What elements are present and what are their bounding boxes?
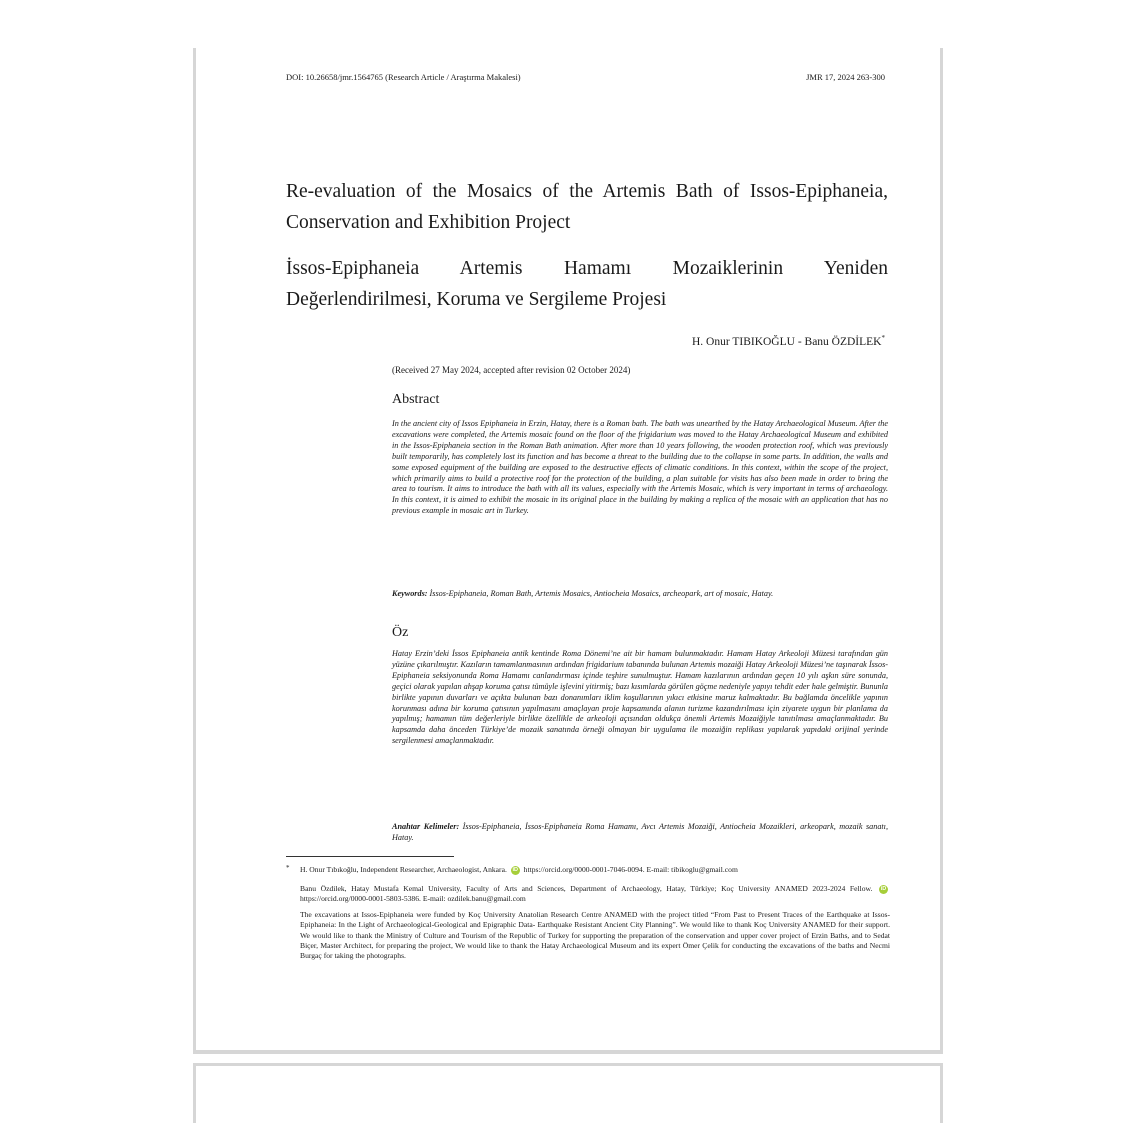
footnote-divider <box>286 856 454 857</box>
title-turkish: İssos-Epiphaneia Artemis Hamamı Mozaiklerinin Yeniden Değerlendirilmesi, Koruma ve Sergileme Projesi <box>286 258 888 310</box>
author1-orcid-link[interactable]: https://orcid.org/0000-0001-7046-0094. E-mail: tibikoglu@gmail.com <box>523 865 738 874</box>
orcid-icon: iD <box>512 866 519 873</box>
orcid-icon: iD <box>880 885 887 892</box>
oz-heading: Öz <box>392 625 409 640</box>
article-page <box>193 48 943 1054</box>
keywords <box>392 589 888 600</box>
abstract-heading: Abstract <box>392 392 440 407</box>
footnote-author1 <box>300 865 890 875</box>
author-line <box>692 334 885 348</box>
page-header <box>286 72 885 82</box>
oz-text: Hatay Erzin’deki İssos Epiphaneia antik kentinde Roma Dönemi’ne ait bir hamam bulunmaktadır. Hamam Hatay Arkeoloji Müzesi tarafından gün yüzüne çıkarılmıştır. Kazıların tamamlanmasının ardından frigidarium tabanında bulunan Artemis mozaiği Hatay Arkeoloji Müzesi’ne taşınarak İssos-Epiphaneia seksiyonunda Roma Hamamı canlandırması içinde teşhire sunulmuştur. Hamam kazılarının ardından geçen 10 yılı aşkın süre sonunda, geçici olarak yapılan ahşap koruma çatısı tümüyle işlevini yitirmiş; bazı kısımlarda görülen göçme nedeniyle yapıyı tehdit eder hale gelmiştir. Bununla birlikte yapının duvarları ve açıkta bulunan bazı donanımları iklim koşullarının yıkıcı etkisine maruz kalmaktadır. Bu bağlamda öncelikle yapının korunması adına bir koruma çatısının yapılmasını amaçlayan proje kapsamında alanın turizme kazandırılması için ziyarete uygun bir planlama da yapılmış; hamamın tüm değerleriyle birlikte özellikle de arkeoloji açısından oldukça önemli Artemis Mozaiğiyle tanıtılması amaçlanmaktadır. Bu kapsamda daha önceden Türkiye’de mozaik sanatında örneği olmayan bir uygulama ile mozaiğin replikası yapılarak yapıdaki orijinal yerinde sergilenmesi amaçlanmaktadır. <box>392 649 888 746</box>
next-page-edge <box>193 1063 943 1123</box>
anahtar-kelimeler-text: İssos-Epiphaneia, İssos-Epiphaneia Roma Hamamı, Avcı Artemis Mozaiği, Antiocheia Mozaikleri, arkeopark, mozaik sanatı, Hatay. <box>392 822 889 842</box>
keywords-label: Keywords: <box>392 589 428 598</box>
author-footnote-mark: * <box>881 334 885 342</box>
anahtar-kelimeler <box>392 822 888 844</box>
abstract-text: In the ancient city of Issos Epiphaneia in Erzin, Hatay, there is a Roman bath. The bath was unearthed by the Hatay Archaeological Museum. After the excavations were completed, the Artemis mosaic found on the floor of the frigidarium was moved to the Hatay Archaeological Museum and exhibited in the Issos-Epiphaneia section in the Roman Bath animation. After more than 10 years following, the wooden protection roof, which was previously built temporarily, has completely lost its function and has become a threat to the building due to the collapse in some parts. In addition, the walls and some exposed equipment of the building are exposed to the destructive effects of climatic conditions. In this context, within the scope of the project, which primarily aims to build a protective roof for the protection of the building, a plan suitable for visits has also been made in order to bring the area to tourism. It aims to introduce the bath with all its values, especially with the Artemis Mosaic, which is very important in terms of archaeology. In this context, it is aimed to exhibit the mosaic in its original place in the building by making a replica of the mosaic with an application that has no previous example in mosaic art in Turkey. <box>392 419 888 516</box>
footnote-author2 <box>300 884 890 905</box>
footnote-funding: The excavations at Issos-Epiphanеia were funded by Koç University Anatolian Research Centre ANAMED with the project titled “From Past to Present Traces of the Earthquake at Issos-Epiphaneia: In the Light of Archaeological-Geological and Epigraphic Data- Earthquake Resistant Ancient City Planning”. We would like to thank Koç University ANAMED for their support. We would like to thank the Ministry of Culture and Tourism of the Republic of Turkey for supporting the preparation of the conservation and upper cover project of Erzin Baths, and to Sedat Biçer, Master Architect, for preparing the project, We would like to thank the Hatay Archaeological Museum and its expert Ömer Çelik for conducting the excavations of the baths and Necmi Burgaç for taking the photographs. <box>300 910 890 961</box>
author2-orcid-link[interactable]: https://orcid.org/0000-0001-5803-5386. E-mail: ozdilek.banu@gmail.com <box>300 894 526 904</box>
author2-affiliation: Banu Özdilek, Hatay Mustafa Kemal University, Faculty of Arts and Sciences, Department of Archaeology, Hatay, Türkiye; Koç University ANAMED 2023-2024 Fellow. <box>300 884 873 893</box>
journal-pages-label: JMR 17, 2024 263-300 <box>806 72 885 82</box>
anahtar-kelimeler-label: Anahtar Kelimeler: <box>392 822 460 831</box>
doi-label: DOI: 10.26658/jmr.1564765 (Research Article / Araştırma Makalesi) <box>286 72 521 82</box>
authors: H. Onur TIBIKOĞLU - Banu ÖZDİLEK <box>691 335 882 348</box>
author1-affiliation: H. Onur Tıbıkoğlu, Independent Researcher, Archaeologist, Ankara. <box>300 865 507 874</box>
title-english: Re-evaluation of the Mosaics of the Artemis Bath of Issos-Epiphaneia, Conservation and Exhibition Project <box>286 181 888 233</box>
footnote-star: * <box>286 864 290 872</box>
received-date: (Received 27 May 2024, accepted after revision 02 October 2024) <box>392 365 631 375</box>
keywords-text: İssos-Epiphaneia, Roman Bath, Artemis Mosaics, Antiocheia Mosaics, archeopark, art of mosaic, Hatay. <box>429 589 774 598</box>
